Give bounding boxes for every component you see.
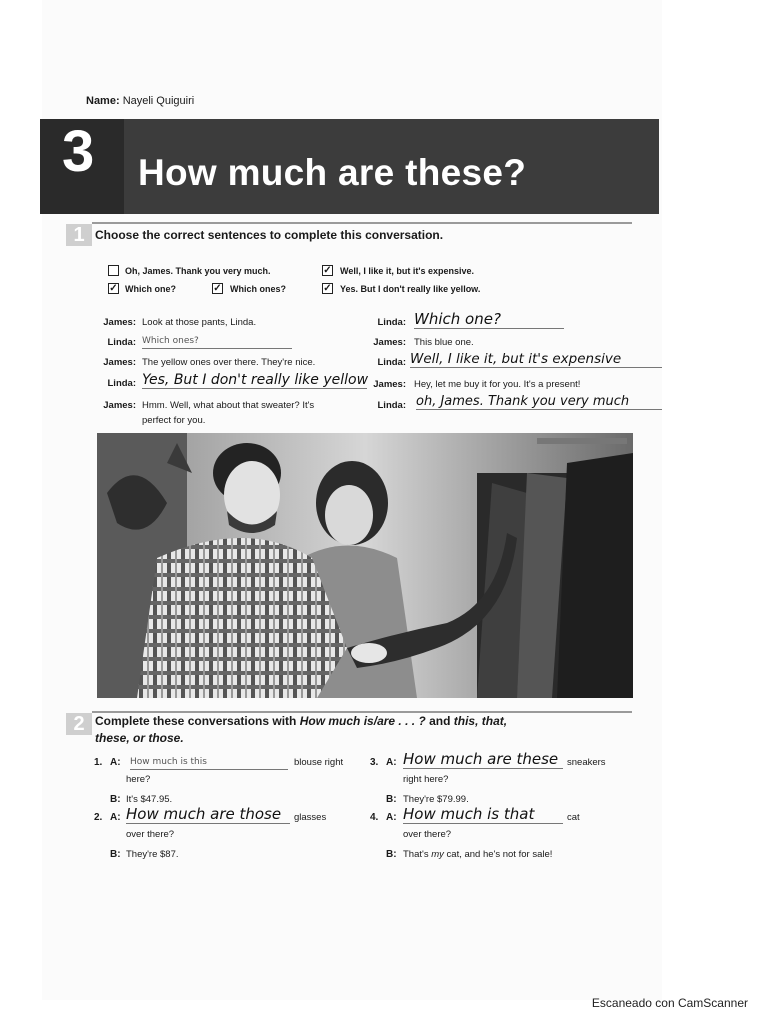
answer-field[interactable]: Which ones? <box>142 336 292 349</box>
answer-field[interactable]: How much is that <box>403 805 563 824</box>
dialogue-line: perfect for you. <box>142 415 206 426</box>
speaker-b-label: B: <box>386 794 397 805</box>
item-number: 4. <box>370 812 379 823</box>
dialogue-line: Look at those pants, Linda. <box>142 317 257 328</box>
speaker-b-label: B: <box>110 794 121 805</box>
response-text: They're $79.99. <box>403 794 469 805</box>
response-text: That's my cat, and he's not for sale! <box>403 849 553 860</box>
option-checkbox[interactable]: ✓ <box>323 265 332 276</box>
prompt-text: sneakers <box>567 757 606 768</box>
section-2-instruction: Complete these conversations with How much is/are . . . ? and this, that, <box>95 714 508 728</box>
item-number: 3. <box>370 757 379 768</box>
speaker-label: James: <box>103 400 136 411</box>
speaker-a-label: A: <box>386 757 397 768</box>
option-label: Yes. But I don't really like yellow. <box>340 284 481 294</box>
prompt-text: glasses <box>294 812 327 823</box>
answer-field[interactable]: Well, I like it, but it's expensive <box>410 351 662 368</box>
speaker-label: Linda: <box>377 400 406 411</box>
prompt-text: cat <box>567 812 580 823</box>
section-2-rule <box>92 711 632 713</box>
speaker-label: Linda: <box>107 337 136 348</box>
scanner-watermark: Escaneado con CamScanner <box>591 996 748 1010</box>
dialogue-line: Hey, let me buy it for you. It's a present! <box>414 379 581 390</box>
section-2-badge: 2 <box>66 713 92 735</box>
answer-field[interactable]: How much are these <box>403 750 563 769</box>
option-label: Oh, James. Thank you very much. <box>125 266 271 276</box>
speaker-b-label: B: <box>110 849 121 860</box>
answer-field[interactable]: How much are those <box>126 805 290 824</box>
dialogue-line: The yellow ones over there. They're nice. <box>142 357 316 368</box>
speaker-label: James: <box>373 379 406 390</box>
answer-field[interactable]: How much is this <box>130 757 288 770</box>
shopping-photo <box>97 433 633 698</box>
section-1-badge: 1 <box>66 224 92 246</box>
student-name: Name: Nayeli Quiguiri <box>86 95 195 107</box>
speaker-label: Linda: <box>377 317 406 328</box>
section-1-instruction: Choose the correct sentences to complete this conversation. <box>95 228 444 242</box>
prompt-text: over there? <box>403 829 452 840</box>
option-checkbox[interactable] <box>108 265 119 276</box>
speaker-label: Linda: <box>377 357 406 368</box>
option-label: Which ones? <box>230 284 286 294</box>
option-checkbox[interactable]: ✓ <box>213 283 222 294</box>
option-checkbox[interactable]: ✓ <box>323 283 332 294</box>
student-name-value: Nayeli Quiguiri <box>122 95 195 107</box>
item-number: 2. <box>94 812 103 823</box>
answer-field[interactable]: Which one? <box>414 310 564 329</box>
prompt-text: right here? <box>403 774 449 785</box>
answer-field[interactable]: oh, James. Thank you very much <box>416 394 662 410</box>
item-number: 1. <box>94 757 103 768</box>
option-label: Which one? <box>125 284 176 294</box>
option-label: Well, I like it, but it's expensive. <box>340 266 475 276</box>
unit-number: 3 <box>62 119 95 184</box>
speaker-label: James: <box>103 357 136 368</box>
option-checkbox[interactable]: ✓ <box>109 283 118 294</box>
speaker-b-label: B: <box>386 849 397 860</box>
unit-title: How much are these? <box>138 152 527 193</box>
response-text: They're $87. <box>126 849 179 860</box>
speaker-label: James: <box>103 317 136 328</box>
prompt-text: here? <box>126 774 151 785</box>
speaker-label: James: <box>373 337 406 348</box>
speaker-a-label: A: <box>110 757 121 768</box>
section-2-instruction-cont: these, or those. <box>95 731 184 745</box>
section-1-rule <box>92 222 632 224</box>
speaker-a-label: A: <box>110 812 121 823</box>
response-text: It's $47.95. <box>126 794 173 805</box>
answer-field[interactable]: Yes, But I don't really like yellow <box>142 372 369 388</box>
couple-shopping-illustration <box>97 433 633 698</box>
prompt-text: over there? <box>126 829 175 840</box>
speaker-label: Linda: <box>107 378 136 389</box>
dialogue-line: Hmm. Well, what about that sweater? It's <box>142 400 315 411</box>
prompt-text: blouse right <box>294 757 344 768</box>
speaker-a-label: A: <box>386 812 397 823</box>
dialogue-line: This blue one. <box>414 337 474 348</box>
